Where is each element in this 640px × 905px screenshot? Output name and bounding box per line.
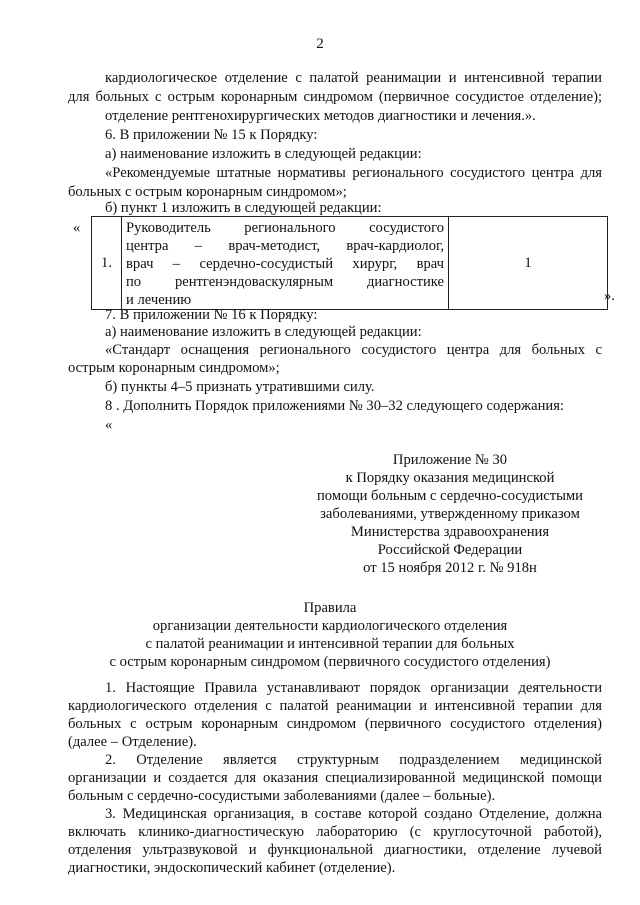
- paragraph-line: диагностики, эндоскопический кабинет (отделение).: [68, 860, 396, 876]
- position-line: врач – сердечно-сосудистый хирург, врач: [126, 256, 444, 272]
- paragraph-line: кардиологического отделения с палатой реанимации и интенсивной терапии для: [68, 698, 602, 714]
- close-quote: ».: [604, 288, 615, 304]
- text-line: 6. В приложении № 15 к Порядку:: [105, 127, 318, 143]
- position-line: по рентгенэндоваскулярным диагностике: [126, 274, 444, 290]
- paragraph-line: (далее – Отделение).: [68, 734, 197, 750]
- text-line: «Стандарт оснащения регионального сосудистого центра для больных с: [105, 342, 602, 358]
- paragraph-line: включать клинико-диагностическую лабораторию (с круглосуточной работой),: [68, 824, 602, 840]
- rules-title-line: с палатой реанимации и интенсивной терапии для больных: [145, 636, 515, 652]
- paragraph-line: 3. Медицинская организация, в составе которой создано Отделение, должна: [105, 806, 602, 822]
- text-line: «Рекомендуемые штатные нормативы регионального сосудистого центра для: [105, 165, 602, 181]
- appendix-line: Министерства здравоохранения: [350, 524, 550, 540]
- appendix-line: от 15 ноября 2012 г. № 918н: [363, 560, 537, 576]
- table-row: [92, 217, 608, 310]
- paragraph-line: 1. Настоящие Правила устанавливают порядок организации деятельности: [105, 680, 602, 696]
- appendix-line: заболеваниями, утвержденному приказом: [320, 506, 580, 522]
- text-line: а) наименование изложить в следующей редакции:: [105, 146, 422, 162]
- page-number: 2: [316, 36, 324, 52]
- paragraph-line: больным с сердечно-сосудистыми заболеваниями (далее – больные).: [68, 788, 496, 804]
- text-line: 8 . Дополнить Порядок приложениями № 30–32 следующего содержания:: [105, 398, 564, 414]
- position-line: и лечению: [126, 292, 192, 308]
- position-cell: [122, 217, 449, 310]
- text-line: б) пункт 1 изложить в следующей редакции:: [105, 200, 382, 216]
- rules-title-line: организации деятельности кардиологического отделения: [152, 618, 508, 634]
- text-line: для больных с острым коронарным синдромом (первичное сосудистое отделение);: [68, 89, 602, 105]
- text-line: а) наименование изложить в следующей редакции:: [105, 324, 422, 340]
- text-line: 7. В приложении № 16 к Порядку:: [105, 307, 318, 323]
- rules-title-line: с острым коронарным синдромом (первичного сосудистого отделения): [109, 654, 551, 670]
- appendix-line: Приложение № 30: [392, 452, 508, 468]
- staff-table: [91, 216, 608, 310]
- paragraph-line: 2. Отделение является структурным подразделением медицинской: [105, 752, 602, 768]
- quantity-cell: 1: [449, 217, 608, 310]
- appendix-line: помощи больным с сердечно-сосудистыми: [317, 488, 583, 504]
- text-line: «: [105, 417, 113, 433]
- paragraph-line: организации и создается для оказания специализированной медицинской помощи: [68, 770, 602, 786]
- position-line: Руководитель регионального сосудистого: [126, 220, 444, 236]
- open-quote: «: [73, 220, 81, 236]
- position-line: центра – врач-методист, врач-кардиолог,: [126, 238, 444, 254]
- appendix-line: к Порядку оказания медицинской: [345, 470, 555, 486]
- text-line: отделение рентгенохирургических методов диагностики и лечения.».: [105, 108, 536, 124]
- appendix-line: Российской Федерации: [377, 542, 523, 558]
- paragraph-line: больных с острым коронарным синдромом (первичного сосудистого отделения): [68, 716, 602, 732]
- rules-title-line: Правила: [303, 600, 357, 616]
- text-line: кардиологическое отделение с палатой реанимации и интенсивной терапии: [105, 70, 602, 86]
- text-line: б) пункты 4–5 признать утратившими силу.: [105, 379, 375, 395]
- text-line: больных с острым коронарным синдромом»;: [68, 184, 347, 200]
- row-number: 1.: [92, 217, 122, 310]
- paragraph-line: отделения ультразвуковой и функциональной диагностики, отделение лучевой: [68, 842, 602, 858]
- text-line: острым коронарным синдромом»;: [68, 360, 280, 376]
